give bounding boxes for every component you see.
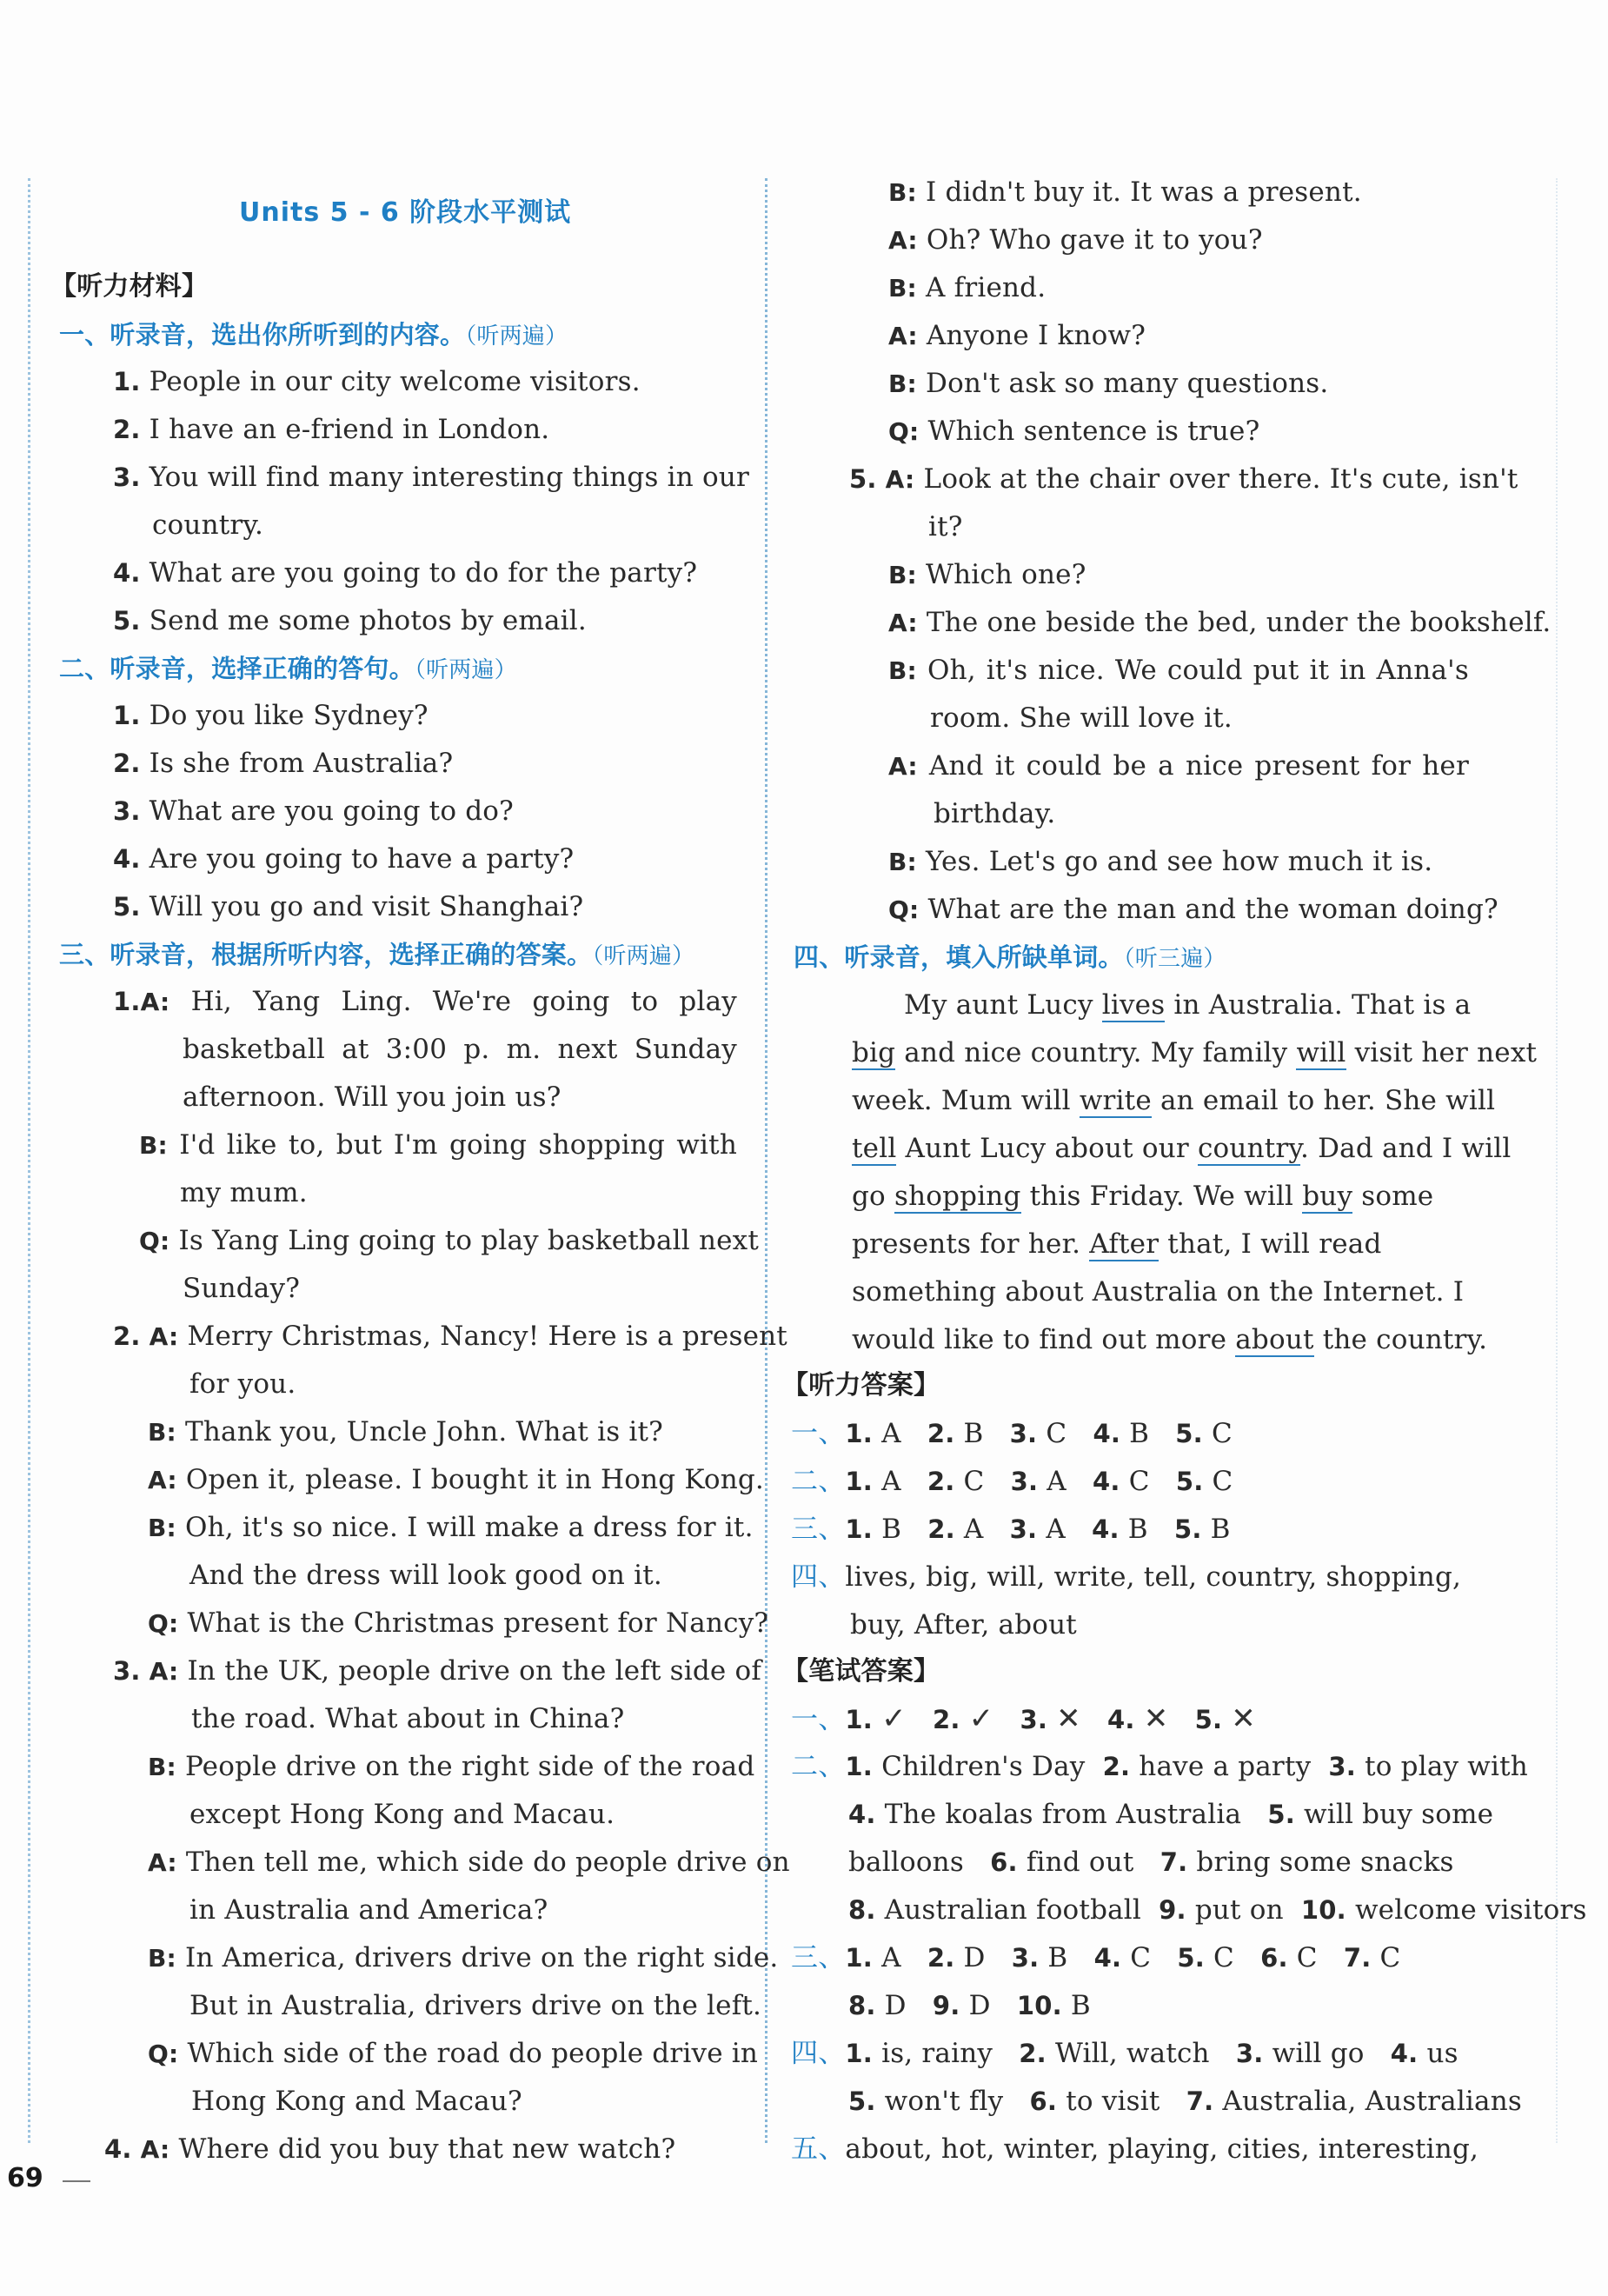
blank-big: big: [852, 1037, 896, 1068]
s1-item-1: 1. People in our city welcome visitors.: [113, 366, 641, 397]
blank-lives: lives: [1101, 989, 1166, 1021]
blank-shopping: shopping: [894, 1181, 1021, 1212]
d5-line-6: room. She will love it.: [930, 702, 1233, 734]
d3-line-4: except Hong Kong and Macau.: [189, 1799, 615, 1830]
d5-line-9: B: Yes. Let's go and see how much it is.: [888, 846, 1433, 877]
d2-line-5: B: Oh, it's so nice. I will make a dress for it.: [148, 1512, 754, 1543]
wa-sec-3-line-1: 三、1. A 2. D 3. B 4. C 5. C 6. C 7. C: [791, 1942, 1401, 1973]
wa-sec-4-line-2: 5. won't fly 6. to visit 7. Australia, Australians: [848, 2086, 1523, 2117]
d1-line-5: my mum.: [180, 1177, 308, 1208]
d4-line-6: B: Don't ask so many questions.: [888, 368, 1329, 399]
d3-line-7: B: In America, drivers drive on the right side.: [148, 1942, 779, 1973]
d3-line-1: 3. A: In the UK, people drive on the left side of: [113, 1655, 762, 1687]
d3-line-10: Hong Kong and Macau?: [191, 2086, 522, 2117]
listening-material-header: 【听力材料】: [50, 271, 209, 302]
d2-line-6: And the dress will look good on it.: [189, 1560, 662, 1591]
section-2-heading: 二、听录音，选择正确的答句。（听两遍）: [59, 654, 517, 683]
d1-line-7: Sunday?: [183, 1273, 301, 1304]
s2-item-5: 5. Will you go and visit Shanghai?: [113, 891, 584, 922]
wa-sec-1: 一、1. ✓ 2. ✓ 3. ✕ 4. ✕ 5. ✕: [791, 1701, 1256, 1736]
page-number: 69: [7, 2163, 43, 2193]
d3-line-9: Q: Which side of the road do people drive in: [148, 2038, 759, 2069]
s1-item-3: 3. You will find many interesting things in our: [113, 462, 750, 493]
passage-line-1: My aunt Lucy lives in Australia. That is a: [904, 989, 1472, 1021]
blank-buy: buy: [1302, 1181, 1353, 1212]
d1-line-6: Q: Is Yang Ling going to play basketball next: [139, 1225, 759, 1256]
wa-sec-2-line-2: 4. The koalas from Australia 5. will buy some: [848, 1799, 1494, 1830]
s2-item-2: 2. Is she from Australia?: [113, 748, 454, 779]
d4-line-7: Q: Which sentence is true?: [888, 416, 1260, 447]
check-mark-icon: ✓: [881, 1701, 907, 1736]
blank-will: will: [1296, 1037, 1346, 1068]
passage-line-3: week. Mum will write an email to her. She will: [852, 1085, 1496, 1116]
d5-line-2: it?: [928, 511, 963, 542]
wa-sec-4-line-1: 四、1. is, rainy 2. Will, watch 3. will go 4. us: [791, 2038, 1458, 2069]
d2-line-2: for you.: [189, 1368, 296, 1400]
d2-line-4: A: Open it, please. I bought it in Hong Kong.: [148, 1464, 764, 1495]
passage-line-4: tell Aunt Lucy about our country. Dad and I will: [852, 1133, 1512, 1164]
s1-item-2: 2. I have an e-friend in London.: [113, 414, 550, 445]
d4-line-4: B: A friend.: [888, 272, 1047, 303]
d5-line-1: 5. A: Look at the chair over there. It's cute, isn't: [849, 463, 1518, 495]
s2-item-4: 4. Are you going to have a party?: [113, 843, 575, 875]
la-row-1: 一、1. A 2. B 3. C 4. B 5. C: [791, 1418, 1233, 1449]
blank-about: about: [1235, 1324, 1314, 1355]
la-row-3: 三、1. B 2. A 3. A 4. B 5. B: [791, 1514, 1231, 1545]
la-row-2: 二、1. A 2. C 3. A 4. C 5. C: [791, 1466, 1233, 1497]
passage-line-7: something about Australia on the Internet. I: [852, 1276, 1465, 1308]
d5-line-5: B: Oh, it's nice. We could put it in Anna's: [888, 655, 1469, 686]
s2-item-3: 3. What are you going to do?: [113, 795, 514, 827]
d3-line-5: A: Then tell me, which side do people drive on: [148, 1847, 790, 1878]
la-row-4: 四、lives, big, will, write, tell, country, shopping,: [791, 1561, 1462, 1593]
wa-sec-2-line-1: 二、1. Children's Day 2. have a party 3. to play with: [791, 1751, 1528, 1782]
passage-line-8: would like to find out more about the country.: [852, 1324, 1488, 1355]
d2-line-7: Q: What is the Christmas present for Nancy?: [148, 1607, 769, 1639]
d5-line-10: Q: What are the man and the woman doing?: [888, 894, 1498, 925]
wa-sec-2-line-3: balloons 6. find out 7. bring some snacks: [848, 1847, 1454, 1878]
d1-line-1: 1.A: Hi, Yang Ling. We're going to play: [113, 986, 737, 1017]
cross-mark-icon: ✕: [1143, 1701, 1169, 1736]
d5-line-7: A: And it could be a nice present for her: [888, 750, 1469, 782]
d4-line-3: A: Oh? Who gave it to you?: [888, 224, 1263, 256]
la-row-4-cont: buy, After, about: [850, 1609, 1077, 1640]
written-answers-header: 【笔试答案】: [782, 1656, 940, 1687]
d3-line-6: in Australia and America?: [189, 1894, 548, 1926]
d3-line-2: the road. What about in China?: [191, 1703, 625, 1734]
wa-sec-2-line-4: 8. Australian football 9. put on 10. welcome visitors: [848, 1894, 1587, 1926]
d5-line-3: B: Which one?: [888, 559, 1086, 590]
blank-tell: tell: [852, 1133, 897, 1164]
d2-line-3: B: Thank you, Uncle John. What is it?: [148, 1416, 663, 1447]
passage-line-2: big and nice country. My family will visit her next: [852, 1037, 1538, 1068]
passage-line-5: go shopping this Friday. We will buy some: [852, 1181, 1434, 1212]
passage-line-6: presents for her. After that, I will read: [852, 1228, 1382, 1260]
d1-line-2: basketball at 3:00 p. m. next Sunday: [183, 1034, 737, 1065]
d4-line-1: 4. A: Where did you buy that new watch?: [104, 2133, 676, 2165]
s1-item-3-cont: country.: [152, 509, 264, 541]
wa-sec-3-line-2: 8. D 9. D 10. B: [848, 1990, 1091, 2021]
wa-sec-5-line-1: 五、about, hot, winter, playing, cities, interesting,: [791, 2133, 1479, 2165]
page-number-rule: [63, 2180, 90, 2182]
d4-line-5: A: Anyone I know?: [888, 320, 1146, 351]
page-title: Units 5 - 6 阶段水平测试: [239, 197, 572, 228]
d1-line-4: B: I'd like to, but I'm going shopping with: [139, 1129, 737, 1161]
d4-line-2: B: I didn't buy it. It was a present.: [888, 176, 1362, 208]
blank-write: write: [1079, 1085, 1152, 1116]
listening-answers-header: 【听力答案】: [782, 1370, 940, 1401]
section-4-heading: 四、听录音，填入所缺单词。（听三遍）: [794, 942, 1226, 972]
cross-mark-icon: ✕: [1056, 1701, 1081, 1736]
check-mark-icon: ✓: [968, 1701, 994, 1736]
d3-line-8: But in Australia, drivers drive on the left.: [189, 1990, 762, 2021]
s1-item-5: 5. Send me some photos by email.: [113, 605, 587, 636]
d2-line-1: 2. A: Merry Christmas, Nancy! Here is a present: [113, 1321, 787, 1352]
section-3-heading: 三、听录音，根据所听内容，选择正确的答案。（听两遍）: [59, 940, 695, 969]
cross-mark-icon: ✕: [1231, 1701, 1256, 1736]
s2-item-1: 1. Do you like Sydney?: [113, 700, 429, 731]
left-margin-rule: [28, 178, 30, 2143]
d1-line-3: afternoon. Will you join us?: [183, 1081, 561, 1113]
d5-line-8: birthday.: [934, 798, 1056, 829]
blank-after: After: [1089, 1228, 1159, 1260]
right-margin-rule: [1556, 178, 1558, 2143]
s1-item-4: 4. What are you going to do for the party?: [113, 557, 698, 589]
d5-line-4: A: The one beside the bed, under the bookshelf.: [888, 607, 1552, 638]
section-1-heading: 一、听录音，选出你所听到的内容。（听两遍）: [59, 320, 568, 349]
d3-line-3: B: People drive on the right side of the road: [148, 1751, 755, 1782]
blank-country: country: [1197, 1133, 1301, 1164]
